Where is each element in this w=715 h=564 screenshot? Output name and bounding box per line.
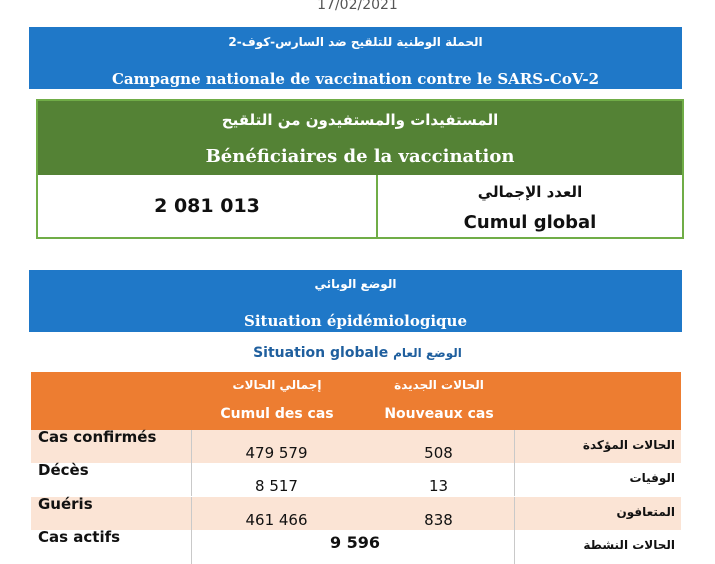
report-date: 17/02/2021 [317,0,398,13]
row-new: 508 [424,444,453,462]
col-cumul-fr: Cumul des cas [220,406,334,422]
table-row [31,463,681,496]
row-new: 838 [424,511,453,529]
vaccination-total-label-fr: Cumul global [463,212,597,233]
campaign-banner [29,27,682,89]
col-new-ar: الحالات الجديدة [394,378,484,392]
col-cumul-ar: إجمالي الحالات [232,378,322,392]
col-new-fr: Nouveaux cas [384,406,494,422]
vaccination-total-label-cell [378,175,682,237]
row-label-fr: Cas confirmés [38,428,157,446]
row-label-fr: Guéris [38,495,93,513]
row-cumul: 8 517 [255,477,298,495]
table-row-active [31,530,681,563]
epidemic-heading-fr: Situation épidémiologique [243,312,467,330]
vaccination-heading-fr: Bénéficiaires de la vaccination [205,146,515,167]
global-situation-fr: Situation globale [253,345,389,361]
active-label-fr: Cas actifs [38,528,121,546]
campaign-title-ar: الحملة الوطنية للتلقيح ضد السارس-كوف-2 [228,35,483,49]
vaccination-heading-ar: المستفيدات والمستفيدون من التلقيح [221,111,499,129]
row-new: 13 [428,477,449,495]
vaccination-box [36,99,684,239]
row-label-ar: الوفيات [629,471,675,485]
row-label-fr: Décès [38,461,89,479]
vaccination-total-cell [38,175,378,237]
row-label-ar: الحالات المؤكدة [582,438,675,452]
table-row [31,430,681,463]
epidemic-heading-ar: الوضع الوبائي [314,277,397,291]
global-situation-ar: الوضع العام [393,346,462,360]
table-header [31,372,681,430]
active-label-ar: الحالات النشطة [583,538,675,552]
vaccination-header [38,101,682,175]
vaccination-total-label-ar: العدد الإجمالي [477,183,583,201]
table-row [31,497,681,530]
row-label-ar: المتعافون [616,505,675,519]
vaccination-total-value: 2 081 013 [154,195,260,217]
row-cumul: 479 579 [245,444,308,462]
campaign-title-fr: Campagne nationale de vaccination contre le SARS-CoV-2 [111,70,600,88]
row-cumul: 461 466 [245,511,308,529]
active-value: 9 596 [329,533,381,552]
epidemic-banner [29,270,682,332]
global-situation-title [0,345,715,361]
